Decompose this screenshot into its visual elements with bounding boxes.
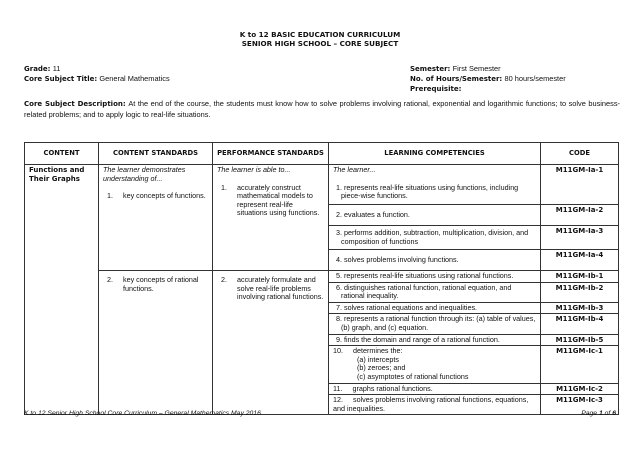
semester-field: Semester: First Semester xyxy=(410,64,501,73)
cs-item: 1. key concepts of functions. xyxy=(107,191,206,201)
competency-cell: The learner... 1. represents real-life situations using functions, including piece-wise functions. xyxy=(329,165,541,205)
content-standard-cell xyxy=(99,271,213,415)
ps-item: 2. accurately formulate and solve real-life problems involving rational functions. xyxy=(221,275,324,302)
code-cell: M11GM-Ic-2 xyxy=(541,383,619,395)
competency-cell: 5. represents real-life situations using rational functions. xyxy=(329,271,541,283)
header-content: CONTENT xyxy=(25,143,99,165)
table-row xyxy=(25,165,619,205)
title-line-2: SENIOR HIGH SCHOOL – CORE SUBJECT xyxy=(241,39,399,48)
competency-cell: 12. solves problems involving rational functions, equations, and inequalities. xyxy=(329,395,541,415)
prerequisite-field: Prerequisite: xyxy=(410,85,462,93)
competency-cell: 11. graphs rational functions. xyxy=(329,383,541,395)
code-cell: M11GM-Ia-4 xyxy=(541,250,619,271)
header-content-standards: CONTENT STANDARDS xyxy=(99,143,213,165)
ps-item: 1. accurately construct mathematical models to represent real-life situations using functions. xyxy=(221,182,320,218)
subject-value: General Mathematics xyxy=(99,74,170,83)
subject-field: Core Subject Title: General Mathematics xyxy=(24,74,170,83)
competency-cell: 9. finds the domain and range of a rational function. xyxy=(329,334,541,346)
competency-cell: 7. solves rational equations and inequalities. xyxy=(329,302,541,314)
competency-cell: 6. distinguishes rational function, rational equation, and rational inequality. xyxy=(329,282,541,302)
semester-value: First Semester xyxy=(452,64,501,73)
table-header-row xyxy=(25,143,619,165)
code-cell: M11GM-Ic-3 xyxy=(541,395,619,415)
code-cell: M11GM-Ib-2 xyxy=(541,282,619,302)
code-cell: M11GM-Ib-4 xyxy=(541,314,619,334)
document-title xyxy=(0,30,640,48)
hours-value: 80 hours/semester xyxy=(504,74,566,83)
competency-cell: 8. represents a rational function through its: (a) table of values, (b) graph, and (c) equation. xyxy=(329,314,541,334)
subject-description xyxy=(24,99,620,120)
header-code: CODE xyxy=(541,143,619,165)
code-cell: M11GM-Ib-3 xyxy=(541,302,619,314)
header-performance-standards: PERFORMANCE STANDARDS xyxy=(213,143,329,165)
description-label: Core Subject Description: xyxy=(24,100,126,108)
title-line-1: K to 12 BASIC EDUCATION CURRICULUM xyxy=(239,30,401,39)
performance-standard-cell xyxy=(213,271,329,415)
page-number: 1 xyxy=(598,410,603,417)
footer-left: K to 12 Senior High School Core Curriculum – General Mathematics May 2016 xyxy=(24,410,261,417)
content-standard-cell xyxy=(99,165,213,271)
ps-intro: The learner is able to... xyxy=(217,165,291,174)
page-indicator: Page 1 of 6 xyxy=(581,410,616,417)
performance-standard-cell xyxy=(213,165,329,271)
code-cell: M11GM-Ib-5 xyxy=(541,334,619,346)
hours-field: No. of Hours/Semester: 80 hours/semester xyxy=(410,74,566,83)
meta-left xyxy=(24,64,170,84)
competency-cell: 10. determines the: (a) intercepts (b) zeroes; and (c) asymptotes of rational functions xyxy=(329,346,541,383)
competency-cell: 4. solves problems involving functions. xyxy=(329,250,541,271)
description-text: At the end of the course, the students must know how to solve problems involving rational, exponential and logarithmic functions; to solve business-related problems; and to apply logic to real-life situations. xyxy=(24,99,620,119)
header-learning-competencies: LEARNING COMPETENCIES xyxy=(329,143,541,165)
code-cell: M11GM-Ia-1 xyxy=(541,165,619,205)
code-cell: M11GM-Ia-2 xyxy=(541,205,619,226)
lc-intro: The learner... xyxy=(333,165,376,174)
curriculum-table xyxy=(24,142,619,415)
cs-item: 2. key concepts of rational functions. xyxy=(107,275,199,293)
grade-value: 11 xyxy=(52,64,61,73)
cs-intro: The learner demonstrates understanding of... xyxy=(103,165,186,183)
table-row xyxy=(25,271,619,283)
code-cell: M11GM-Ia-3 xyxy=(541,226,619,250)
grade-field: Grade: 11 xyxy=(24,64,61,73)
code-cell: M11GM-Ib-1 xyxy=(541,271,619,283)
competency-cell: 3. performs addition, subtraction, multiplication, division, and composition of functions xyxy=(329,226,541,250)
page-total: 6 xyxy=(612,410,616,417)
code-cell: M11GM-Ic-1 xyxy=(541,346,619,383)
content-cell: Functions and Their Graphs xyxy=(25,165,99,415)
competency-cell: 2. evaluates a function. xyxy=(329,205,541,226)
meta-right xyxy=(410,64,566,94)
